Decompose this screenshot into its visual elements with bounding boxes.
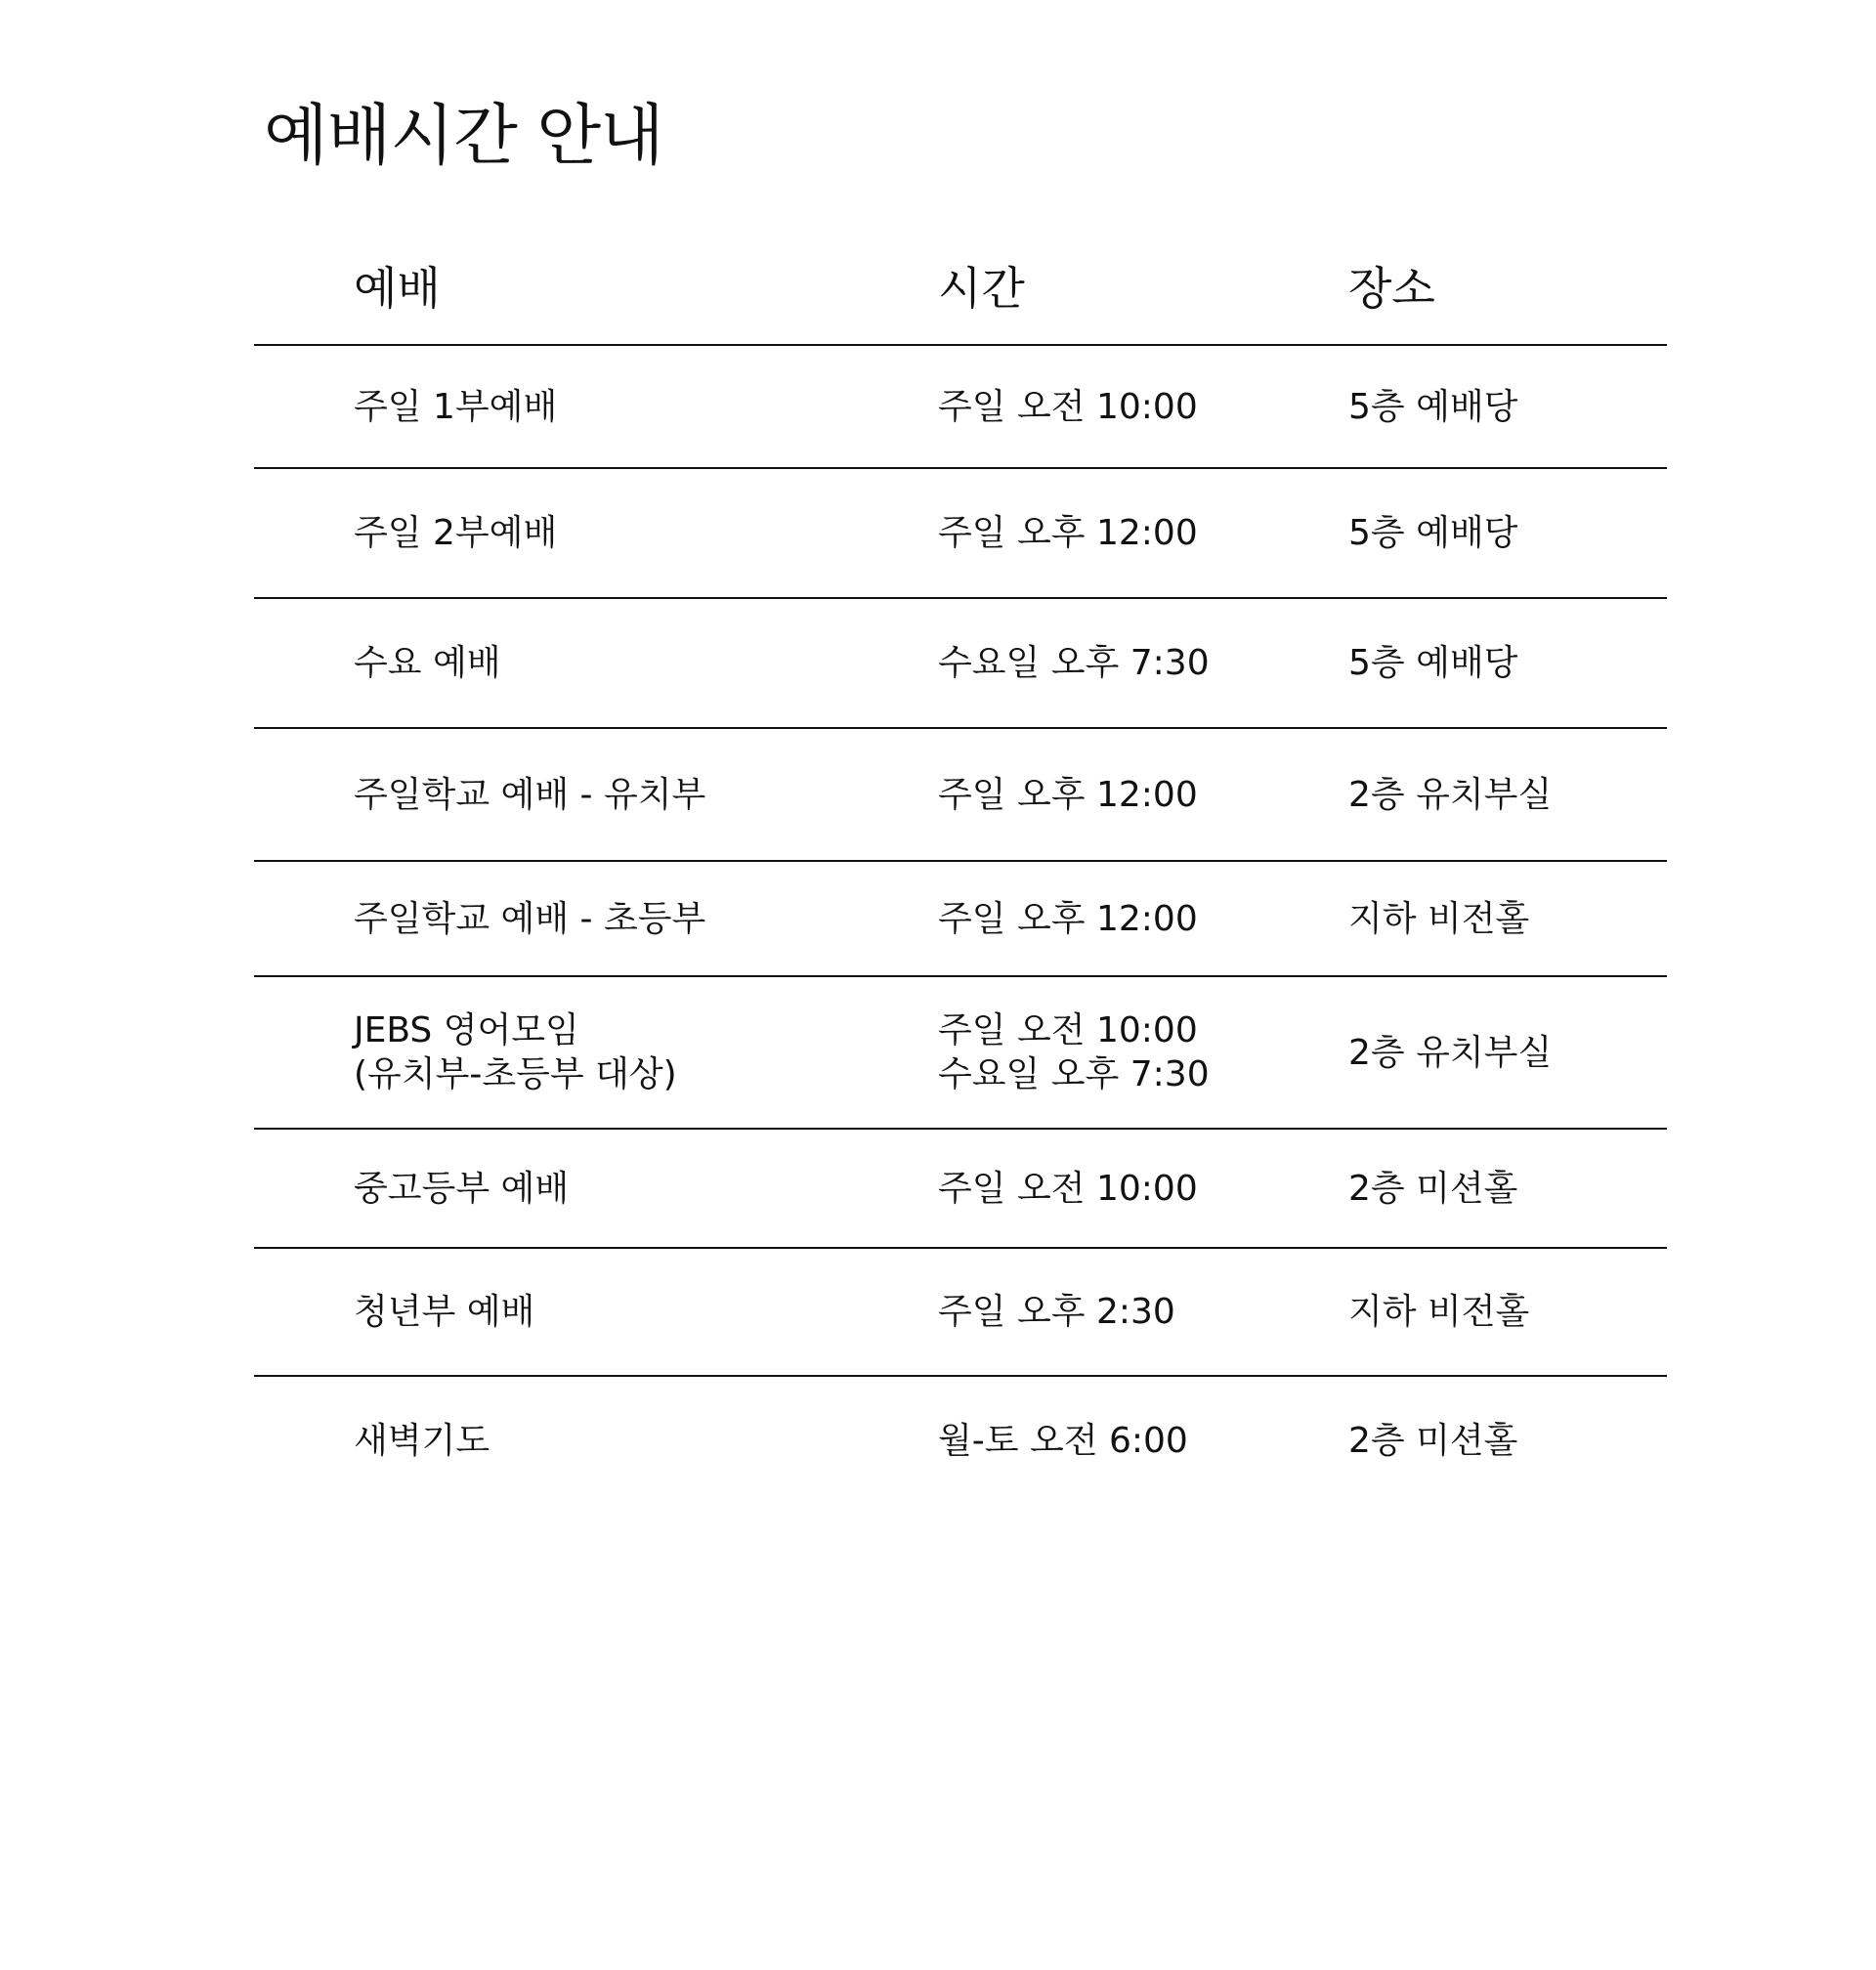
table-row <box>254 1248 1667 1376</box>
service-place: 2층 미션홀 <box>1348 1129 1667 1248</box>
service-time: 주일 오후 12:00 <box>840 468 1348 598</box>
table-row <box>254 861 1667 976</box>
service-name-line: (유치부-초등부 대상) <box>354 1054 677 1094</box>
service-place: 지하 비전홀 <box>1348 861 1667 976</box>
table-header-row <box>254 227 1667 345</box>
header-time: 시간 <box>840 227 1348 345</box>
service-time: 주일 오후 12:00 <box>840 861 1348 976</box>
page-title: 예배시간 안내 <box>264 98 663 175</box>
table-row <box>254 345 1667 468</box>
service-name: 새벽기도 <box>354 1420 490 1461</box>
service-time: 주일 오전 10:00 <box>840 1129 1348 1248</box>
service-time: 월-토 오전 6:00 <box>938 1420 1188 1461</box>
service-name: 주일학교 예배 - 초등부 <box>254 861 840 976</box>
table-row <box>254 1376 1667 1504</box>
table-row <box>254 468 1667 598</box>
service-place: 5층 예배당 <box>1348 468 1667 598</box>
table-row <box>254 598 1667 728</box>
service-time: 주일 오전 10:00 <box>840 345 1348 468</box>
service-time-line: 수요일 오후 7:30 <box>938 1054 1210 1094</box>
service-name: 중고등부 예배 <box>254 1129 840 1248</box>
service-time: 주일 오후 12:00 <box>840 728 1348 861</box>
service-name-line: JEBS 영어모임 <box>354 1010 579 1050</box>
service-name <box>254 976 840 1129</box>
service-time: 주일 오후 2:30 <box>840 1248 1348 1376</box>
table-row <box>254 976 1667 1129</box>
service-name: 청년부 예배 <box>254 1248 840 1376</box>
service-time <box>840 976 1348 1129</box>
table-row <box>254 728 1667 861</box>
service-place: 2층 미션홀 <box>1348 1420 1518 1461</box>
table-row <box>254 1129 1667 1248</box>
header-place: 장소 <box>1348 227 1667 345</box>
service-place: 5층 예배당 <box>1348 345 1667 468</box>
service-name: 주일 2부예배 <box>254 468 840 598</box>
header-service: 예배 <box>254 227 840 345</box>
service-place: 5층 예배당 <box>1348 598 1667 728</box>
service-time-line: 주일 오전 10:00 <box>938 1010 1198 1050</box>
service-time: 수요일 오후 7:30 <box>840 598 1348 728</box>
service-name: 수요 예배 <box>254 598 840 728</box>
service-name: 주일학교 예배 - 유치부 <box>254 728 840 861</box>
service-place: 지하 비전홀 <box>1348 1248 1667 1376</box>
service-name: 주일 1부예배 <box>254 345 840 468</box>
worship-schedule-table <box>254 227 1667 1504</box>
service-place: 2층 유치부실 <box>1348 976 1667 1129</box>
service-place: 2층 유치부실 <box>1348 728 1667 861</box>
